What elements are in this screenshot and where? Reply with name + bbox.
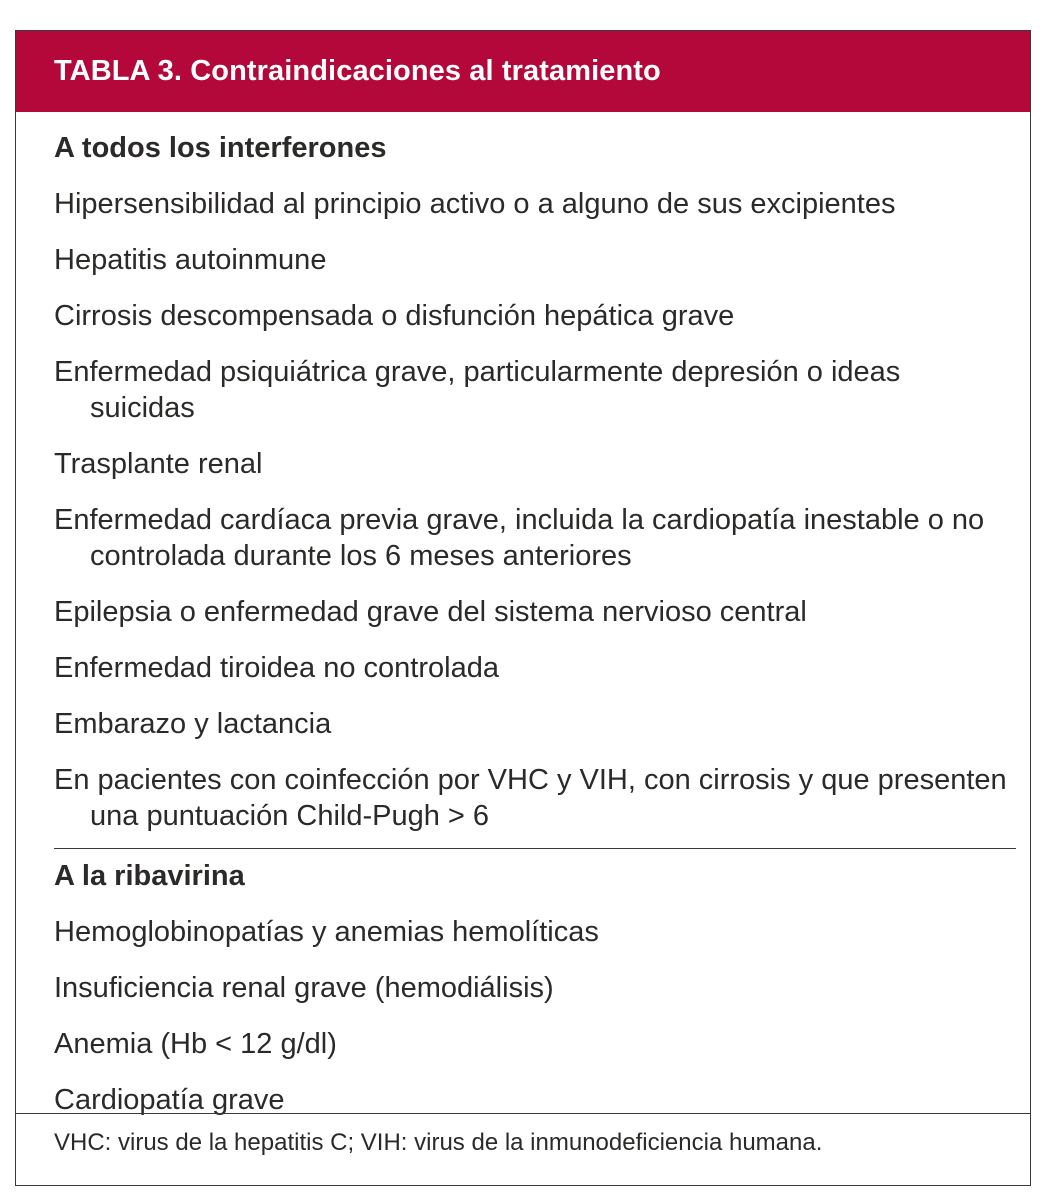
section-interferons [54, 130, 1010, 834]
table-body [54, 112, 1010, 1118]
footer-divider [16, 1113, 1030, 1114]
list-item: Anemia (Hb < 12 g/dl) [54, 1028, 337, 1060]
table-title: TABLA 3. Contraindicaciones al tratamiento [54, 55, 661, 87]
list-item: Hipersensibilidad al principio activo o a alguno de sus excipientes [54, 188, 896, 220]
section-ribavirin [54, 858, 1010, 1118]
list-item: Cardiopatía grave [54, 1084, 285, 1116]
table-footnote: VHC: virus de la hepatitis C; VIH: virus de la inmunodeficiencia humana. [54, 1129, 823, 1156]
list-item: Enfermedad psiquiátrica grave, particularmente depresión o ideas suicidas [54, 356, 901, 424]
list-item: Embarazo y lactancia [54, 708, 332, 740]
list-item: En pacientes con coinfección por VHC y VIH, con cirrosis y que presenten una puntuación Child-Pugh > 6 [54, 764, 1007, 832]
list-item: Enfermedad tiroidea no controlada [54, 652, 499, 684]
list-item: Insuficiencia renal grave (hemodiálisis) [54, 972, 554, 1004]
table-header [16, 31, 1030, 112]
list-item: Epilepsia o enfermedad grave del sistema nervioso central [54, 596, 807, 628]
list-item: Hepatitis autoinmune [54, 244, 327, 276]
list-item: Cirrosis descompensada o disfunción hepática grave [54, 300, 735, 332]
list-item: Trasplante renal [54, 448, 263, 480]
contraindications-table [15, 30, 1031, 1186]
section-heading: A todos los interferones [54, 132, 387, 164]
section-heading: A la ribavirina [54, 860, 245, 892]
section-divider [54, 848, 1016, 849]
list-item: Enfermedad cardíaca previa grave, incluida la cardiopatía inestable o no controlada durante los 6 meses anteriores [54, 504, 985, 572]
list-item: Hemoglobinopatías y anemias hemolíticas [54, 916, 599, 948]
